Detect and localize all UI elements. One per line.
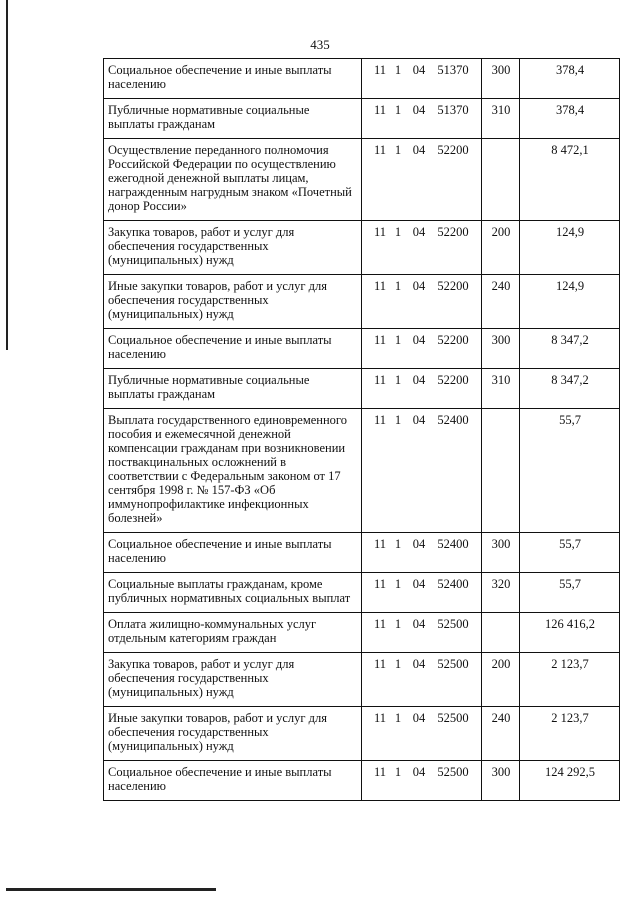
code-pr: 1 bbox=[394, 765, 402, 779]
code-cs: 52200 bbox=[437, 143, 469, 157]
table-row bbox=[104, 369, 620, 409]
table-row bbox=[104, 533, 620, 573]
code-ps: 04 bbox=[412, 711, 426, 725]
code-vr: 320 bbox=[482, 573, 520, 613]
row-amount: 55,7 bbox=[520, 409, 620, 533]
code-ps: 04 bbox=[412, 103, 426, 117]
row-amount: 378,4 bbox=[520, 59, 620, 99]
code-cs: 51370 bbox=[437, 63, 469, 77]
table-row bbox=[104, 409, 620, 533]
row-codes bbox=[362, 275, 482, 329]
row-name: Социальные выплаты гражданам, кроме публичных нормативных социальных выплат bbox=[104, 573, 362, 613]
code-pr: 1 bbox=[394, 373, 402, 387]
code-ps: 04 bbox=[412, 333, 426, 347]
code-cs: 52200 bbox=[437, 373, 469, 387]
code-pr: 1 bbox=[394, 617, 402, 631]
table-row bbox=[104, 613, 620, 653]
code-pr: 1 bbox=[394, 333, 402, 347]
scan-edge-bottom bbox=[6, 888, 216, 891]
code-vr: 240 bbox=[482, 275, 520, 329]
code-vr: 200 bbox=[482, 221, 520, 275]
code-pr: 1 bbox=[394, 225, 402, 239]
code-ps: 04 bbox=[412, 577, 426, 591]
code-vr: 200 bbox=[482, 653, 520, 707]
code-cs: 52500 bbox=[437, 617, 469, 631]
table-row bbox=[104, 99, 620, 139]
row-codes bbox=[362, 59, 482, 99]
table-row bbox=[104, 653, 620, 707]
row-codes bbox=[362, 761, 482, 801]
code-ps: 04 bbox=[412, 373, 426, 387]
row-codes bbox=[362, 409, 482, 533]
table-row bbox=[104, 59, 620, 99]
row-amount: 55,7 bbox=[520, 533, 620, 573]
code-ps: 04 bbox=[412, 657, 426, 671]
row-codes bbox=[362, 221, 482, 275]
code-vr: 300 bbox=[482, 59, 520, 99]
code-cs: 52400 bbox=[437, 537, 469, 551]
code-cs: 51370 bbox=[437, 103, 469, 117]
code-ps: 04 bbox=[412, 537, 426, 551]
code-cs: 52200 bbox=[437, 333, 469, 347]
row-codes bbox=[362, 573, 482, 613]
code-cs: 52400 bbox=[437, 577, 469, 591]
table-row bbox=[104, 139, 620, 221]
code-ps: 04 bbox=[412, 413, 426, 427]
row-name: Социальное обеспечение и иные выплаты населению bbox=[104, 329, 362, 369]
row-name: Закупка товаров, работ и услуг для обеспечения государственных (муниципальных) нужд bbox=[104, 653, 362, 707]
code-gr: 11 bbox=[373, 617, 387, 631]
code-vr: 300 bbox=[482, 533, 520, 573]
code-pr: 1 bbox=[394, 143, 402, 157]
code-pr: 1 bbox=[394, 537, 402, 551]
row-codes bbox=[362, 533, 482, 573]
row-name: Публичные нормативные социальные выплаты гражданам bbox=[104, 369, 362, 409]
code-ps: 04 bbox=[412, 225, 426, 239]
code-gr: 11 bbox=[373, 143, 387, 157]
budget-table-body bbox=[104, 59, 620, 801]
table-row bbox=[104, 707, 620, 761]
code-vr bbox=[482, 409, 520, 533]
row-codes bbox=[362, 613, 482, 653]
row-codes bbox=[362, 99, 482, 139]
code-gr: 11 bbox=[373, 657, 387, 671]
code-vr bbox=[482, 139, 520, 221]
code-gr: 11 bbox=[373, 225, 387, 239]
code-cs: 52500 bbox=[437, 657, 469, 671]
row-codes bbox=[362, 329, 482, 369]
code-cs: 52200 bbox=[437, 279, 469, 293]
row-amount: 378,4 bbox=[520, 99, 620, 139]
row-name: Социальное обеспечение и иные выплаты населению bbox=[104, 533, 362, 573]
code-gr: 11 bbox=[373, 63, 387, 77]
code-vr: 310 bbox=[482, 99, 520, 139]
row-name: Закупка товаров, работ и услуг для обеспечения государственных (муниципальных) нужд bbox=[104, 221, 362, 275]
code-vr: 300 bbox=[482, 329, 520, 369]
code-ps: 04 bbox=[412, 279, 426, 293]
row-amount: 126 416,2 bbox=[520, 613, 620, 653]
row-amount: 2 123,7 bbox=[520, 707, 620, 761]
code-pr: 1 bbox=[394, 279, 402, 293]
row-codes bbox=[362, 707, 482, 761]
code-vr: 310 bbox=[482, 369, 520, 409]
code-pr: 1 bbox=[394, 711, 402, 725]
code-cs: 52500 bbox=[437, 711, 469, 725]
code-ps: 04 bbox=[412, 765, 426, 779]
code-gr: 11 bbox=[373, 333, 387, 347]
table-row bbox=[104, 761, 620, 801]
code-pr: 1 bbox=[394, 63, 402, 77]
table-row bbox=[104, 329, 620, 369]
code-vr bbox=[482, 613, 520, 653]
row-amount: 2 123,7 bbox=[520, 653, 620, 707]
code-pr: 1 bbox=[394, 413, 402, 427]
code-pr: 1 bbox=[394, 657, 402, 671]
code-gr: 11 bbox=[373, 537, 387, 551]
code-pr: 1 bbox=[394, 577, 402, 591]
code-gr: 11 bbox=[373, 103, 387, 117]
row-amount: 8 472,1 bbox=[520, 139, 620, 221]
code-gr: 11 bbox=[373, 373, 387, 387]
code-gr: 11 bbox=[373, 711, 387, 725]
row-name: Иные закупки товаров, работ и услуг для обеспечения государственных (муниципальных) нужд bbox=[104, 707, 362, 761]
code-ps: 04 bbox=[412, 617, 426, 631]
row-amount: 8 347,2 bbox=[520, 329, 620, 369]
row-name: Социальное обеспечение и иные выплаты населению bbox=[104, 59, 362, 99]
table-row bbox=[104, 573, 620, 613]
row-codes bbox=[362, 369, 482, 409]
row-name: Социальное обеспечение и иные выплаты населению bbox=[104, 761, 362, 801]
code-gr: 11 bbox=[373, 413, 387, 427]
row-codes bbox=[362, 653, 482, 707]
code-gr: 11 bbox=[373, 765, 387, 779]
code-ps: 04 bbox=[412, 143, 426, 157]
code-ps: 04 bbox=[412, 63, 426, 77]
code-cs: 52400 bbox=[437, 413, 469, 427]
code-vr: 240 bbox=[482, 707, 520, 761]
row-name: Осуществление переданного полномочия Российской Федерации по осуществлению ежегодной денежной выплаты лицам, награжденным нагрудным знаком «Почетный донор России» bbox=[104, 139, 362, 221]
row-name: Оплата жилищно-коммунальных услуг отдельным категориям граждан bbox=[104, 613, 362, 653]
code-gr: 11 bbox=[373, 577, 387, 591]
row-amount: 124 292,5 bbox=[520, 761, 620, 801]
code-cs: 52200 bbox=[437, 225, 469, 239]
row-amount: 124,9 bbox=[520, 275, 620, 329]
row-amount: 8 347,2 bbox=[520, 369, 620, 409]
row-name: Выплата государственного единовременного пособия и ежемесячной денежной компенсации гражданам при возникновении поствакцинальных осложнений в соответствии с Федеральным законом от 17 сентября 1998 г. № 157-ФЗ «Об иммунопрофилактике инфекционных болезней» bbox=[104, 409, 362, 533]
code-vr: 300 bbox=[482, 761, 520, 801]
table-row bbox=[104, 275, 620, 329]
budget-table bbox=[103, 58, 620, 801]
row-name: Публичные нормативные социальные выплаты гражданам bbox=[104, 99, 362, 139]
code-cs: 52500 bbox=[437, 765, 469, 779]
row-amount: 55,7 bbox=[520, 573, 620, 613]
row-name: Иные закупки товаров, работ и услуг для обеспечения государственных (муниципальных) нужд bbox=[104, 275, 362, 329]
code-pr: 1 bbox=[394, 103, 402, 117]
row-codes bbox=[362, 139, 482, 221]
page-number: 435 bbox=[310, 37, 330, 52]
table-row bbox=[104, 221, 620, 275]
code-gr: 11 bbox=[373, 279, 387, 293]
row-amount: 124,9 bbox=[520, 221, 620, 275]
